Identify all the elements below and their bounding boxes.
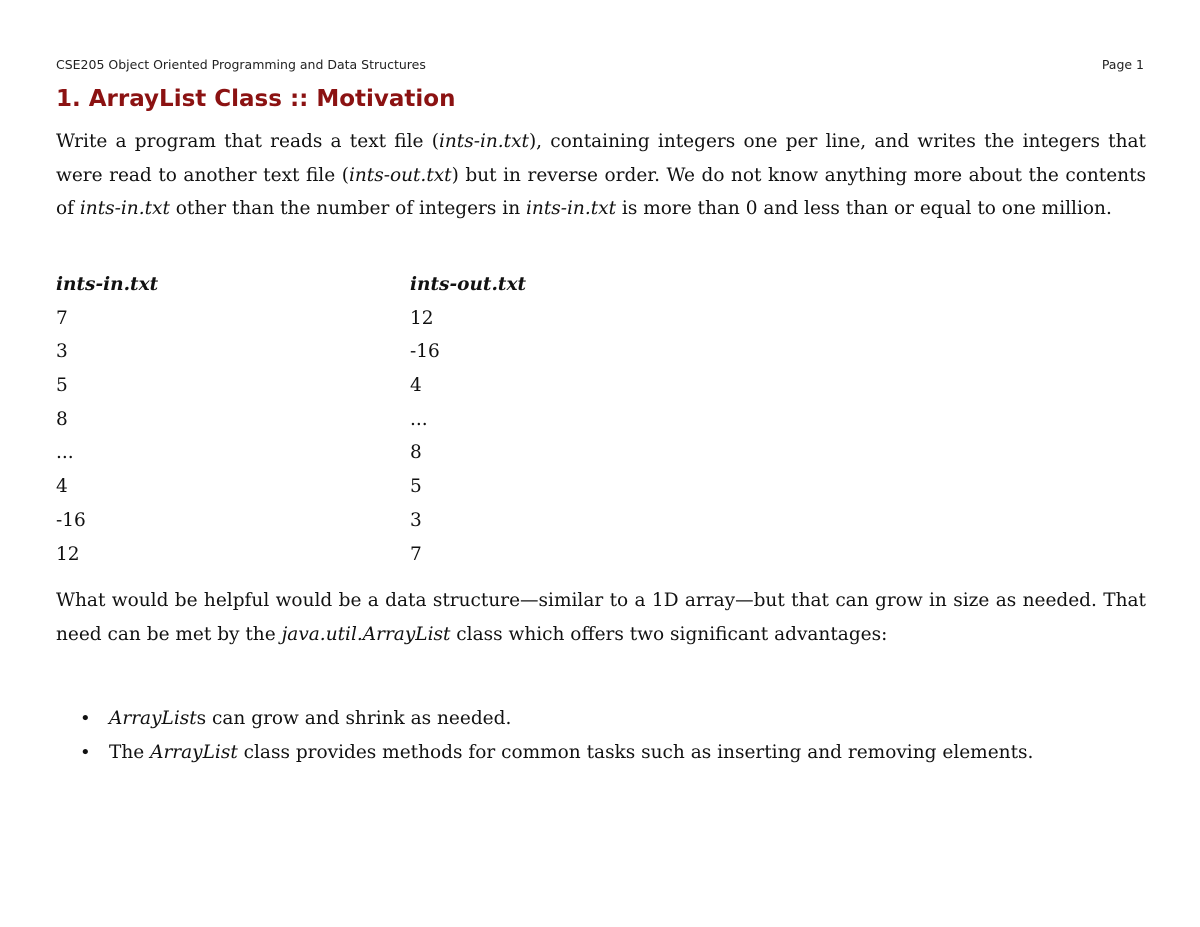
table-row [56, 335, 656, 369]
table-cell-out: 5 [410, 476, 422, 498]
table-cell-in: ... [56, 442, 74, 464]
table-cell-out: 7 [410, 543, 422, 565]
class-name: ArrayList [150, 741, 238, 763]
table-cell-in: 4 [56, 476, 68, 498]
table-row [56, 504, 656, 538]
table-row [56, 436, 656, 470]
table-cell-in: 7 [56, 307, 68, 329]
page-number: Page 1 [1101, 57, 1144, 72]
advantages-list [56, 702, 1146, 769]
intro-text-5: is more than 0 and less than or equal to one million. [616, 198, 1112, 219]
motivation-text-2: class which offers two significant advantages: [450, 623, 888, 645]
table-cell-out: 4 [410, 375, 422, 397]
intro-text-2: ), containing integers one per line, and writes the integers that were read to another text file ( [56, 131, 1146, 186]
table-row [56, 369, 656, 403]
table-cell-out: 8 [410, 442, 422, 464]
intro-text-3: ) but in reverse order. We do not know anything more about the contents of [56, 164, 1146, 219]
class-name: ArrayList [109, 708, 197, 729]
bullet-icon: • [80, 708, 91, 729]
file-contents-table [56, 268, 656, 571]
bullet-icon: • [80, 741, 91, 763]
motivation-paragraph [56, 584, 1146, 651]
table-cell-in: 12 [56, 543, 80, 565]
list-item-text: class provides methods for common tasks such as inserting and removing elements. [237, 741, 1034, 763]
table-cell-in: 8 [56, 408, 68, 430]
table-row [56, 302, 656, 336]
list-item-text: s can grow and shrink as needed. [196, 708, 512, 729]
table-cell-in: 3 [56, 341, 68, 363]
filename-in: ints-in.txt [438, 131, 529, 152]
table-row [56, 470, 656, 504]
filename-in: ints-in.txt [526, 198, 617, 219]
motivation-text-1: What would be helpful would be a data structure—similar to a 1D array—but that can grow in size as needed. That need can be met by the [56, 590, 1146, 645]
class-name: java.util.ArrayList [281, 623, 451, 645]
table-cell-in: 5 [56, 375, 68, 397]
column-header-out: ints-out.txt [410, 274, 527, 295]
table-cell-out: ... [410, 408, 428, 430]
intro-text-1: Write a program that reads a text file ( [56, 131, 439, 152]
list-item [56, 736, 1146, 770]
section-title: 1. ArrayList Class :: Motivation [56, 86, 456, 112]
table-row [56, 538, 656, 572]
intro-text-4: other than the number of integers in [169, 198, 526, 219]
table-header-row [56, 268, 656, 302]
table-cell-in: -16 [56, 509, 86, 531]
table-cell-out: 3 [410, 509, 422, 531]
list-item-prefix: The [109, 741, 151, 763]
table-cell-out: 12 [410, 307, 434, 329]
page-header [56, 57, 1144, 72]
table-cell-out: -16 [410, 341, 440, 363]
course-title: CSE205 Object Oriented Programming and Data Structures [56, 57, 426, 72]
intro-paragraph [56, 125, 1146, 226]
list-item [56, 702, 1146, 736]
column-header-in: ints-in.txt [56, 274, 159, 295]
table-row [56, 403, 656, 437]
filename-in: ints-in.txt [79, 198, 170, 219]
filename-out: ints-out.txt [348, 164, 452, 186]
